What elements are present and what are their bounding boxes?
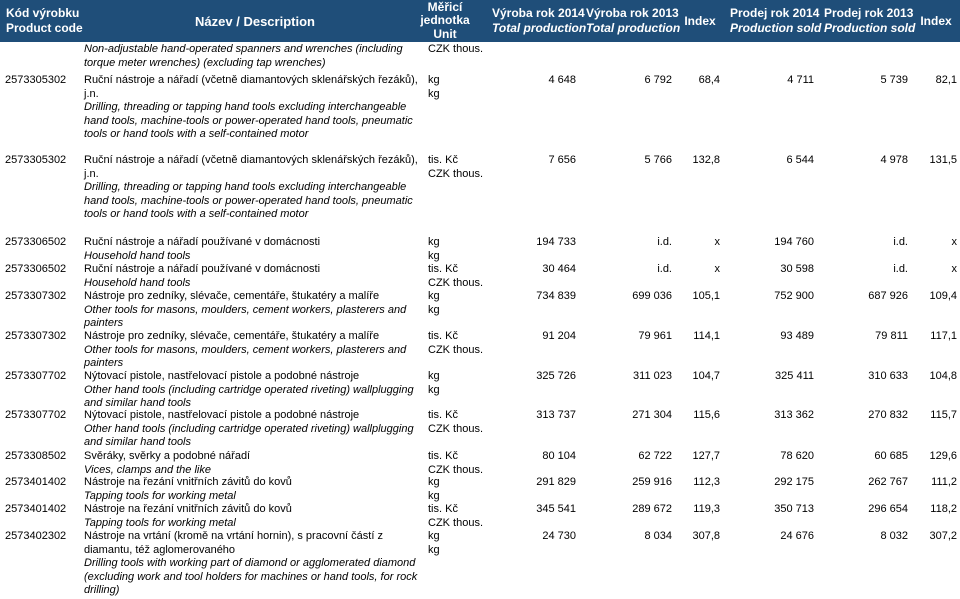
product-code: 2573306502 [5, 263, 67, 275]
description-cz: Nýtovací pistole, nastřelovací pistole a podobné nástroje [84, 409, 360, 421]
header-description [170, 0, 340, 42]
unit-secondary: CZK thous. [428, 516, 484, 529]
sold-index: 117,1 [930, 330, 957, 342]
production-index: 112,3 [693, 476, 720, 488]
unit-primary: tis. Kč [428, 503, 458, 515]
header-prod2013-cz: Výroba rok 2013 [586, 6, 679, 20]
sold-2014: 350 713 [774, 503, 814, 515]
unit-primary: tis. Kč [428, 450, 458, 462]
product-code: 2573307302 [5, 290, 67, 302]
unit-primary: CZK thous. [428, 43, 484, 55]
sold-2014: 24 676 [780, 530, 814, 542]
production-2014: 30 464 [542, 263, 576, 275]
header-sold2014-cz: Prodej rok 2014 [730, 6, 820, 20]
product-code: 2573401402 [5, 503, 67, 515]
header-index2: Index [920, 13, 952, 28]
sold-2014: 325 411 [775, 370, 814, 382]
sold-index: 131,5 [929, 154, 957, 166]
unit-primary: kg [428, 74, 440, 86]
sold-2013: 79 811 [875, 330, 908, 342]
unit [428, 370, 488, 397]
production-2013: 62 722 [638, 450, 672, 462]
product-code: 2573305302 [5, 74, 67, 86]
unit-primary: kg [428, 370, 440, 382]
unit-secondary: kg [428, 303, 440, 316]
header-prod2014-cz: Výroba rok 2014 [492, 6, 585, 20]
sold-2014: 4 711 [787, 74, 814, 86]
description-cz: Nástroje na řezání vnitřních závitů do kovů [84, 476, 292, 488]
production-2014: 7 656 [548, 154, 576, 166]
sold-2014: 78 620 [780, 450, 814, 462]
unit-primary: tis. Kč [428, 154, 458, 166]
header-index-sold [914, 0, 958, 42]
header-sold2013-cz: Prodej rok 2013 [824, 6, 914, 20]
production-2014: 80 104 [542, 450, 576, 462]
description [84, 43, 424, 70]
sold-index: 115,7 [930, 409, 957, 421]
header-code-en: Product code [6, 21, 83, 35]
product-code: 2573305302 [5, 154, 67, 166]
sold-2014: 752 900 [774, 290, 814, 302]
description-cz: Nýtovací pistole, nastřelovací pistole a podobné nástroje [84, 370, 360, 382]
unit [428, 43, 488, 57]
description-cz: Ruční nástroje a nářadí používané v domácnosti [84, 263, 321, 275]
production-2014: 291 829 [536, 476, 576, 488]
description-cz: Nástroje na vrtání (kromě na vrtání hornin), s pracovní částí z diamantu, též aglomerovaného [84, 530, 383, 556]
description-en: Non-adjustable hand-operated spanners and wrenches (including torque meter wrenches) (excluding tap wrenches) [84, 43, 403, 69]
sold-2013: 310 633 [868, 370, 908, 382]
product-code: 2573308502 [5, 450, 67, 462]
sold-2013: 270 832 [868, 409, 908, 421]
description-en: Other tools for masons, moulders, cement workers, plasterers and painters [84, 303, 407, 329]
unit-secondary: kg [428, 489, 440, 502]
header-sold-2014 [730, 0, 821, 42]
sold-2014: 30 598 [780, 263, 814, 275]
description [84, 263, 424, 290]
sold-index: 104,8 [929, 370, 957, 382]
unit [428, 530, 488, 557]
production-index: 307,8 [692, 530, 720, 542]
unit [428, 476, 488, 503]
description [84, 476, 424, 503]
description [84, 503, 424, 530]
production-2014: 194 733 [536, 236, 576, 248]
description [84, 74, 424, 142]
header-index-production [676, 0, 724, 42]
header-unit [408, 0, 482, 42]
unit [428, 74, 488, 101]
unit-primary: kg [428, 476, 440, 488]
description-en: Vices, clamps and the like [84, 463, 211, 476]
sold-index: 307,2 [929, 530, 957, 542]
description-cz: Svěráky, svěrky a podobné nářadí [84, 450, 251, 462]
unit [428, 450, 488, 477]
production-2013: i.d. [657, 263, 672, 275]
unit [428, 290, 488, 317]
sold-index: x [951, 236, 957, 248]
header-sold2014-en: Production sold [730, 21, 822, 35]
description-en: Tapping tools for working metal [84, 489, 236, 502]
description-cz: Nástroje pro zedníky, slévače, cementáře, štukatéry a malíře [84, 330, 380, 342]
sold-2014: 194 760 [774, 236, 814, 248]
description-en: Household hand tools [84, 276, 191, 289]
production-index: 114,1 [693, 330, 720, 342]
production-2013: 271 304 [632, 409, 672, 421]
production-index: x [714, 263, 720, 275]
sold-2014: 6 544 [786, 154, 814, 166]
header-sold2013-en: Production sold [824, 21, 916, 35]
header-sold-2013 [824, 0, 915, 42]
description-cz: Ruční nástroje a nářadí používané v domácnosti [84, 236, 321, 248]
unit [428, 154, 488, 181]
product-code: 2573402302 [5, 530, 67, 542]
unit-primary: tis. Kč [428, 263, 458, 275]
description-en: Drilling, threading or tapping hand tools excluding interchangeable hand tools, machine-tools or power-operated hand tools, pneumatic tools or hand tools with a self-contained motor [84, 101, 413, 140]
production-2013: 8 034 [644, 530, 672, 542]
unit-primary: kg [428, 530, 440, 542]
sold-2013: 4 978 [880, 154, 908, 166]
unit-secondary: kg [428, 87, 440, 100]
sold-index: x [951, 263, 957, 275]
production-2013: 289 672 [632, 503, 672, 515]
production-index: 127,7 [692, 450, 720, 462]
description-en: Household hand tools [84, 249, 191, 262]
sold-2014: 313 362 [774, 409, 814, 421]
description-cz: Nástroje na řezání vnitřních závitů do kovů [84, 503, 292, 515]
unit-secondary: kg [428, 249, 440, 262]
production-2013: 311 023 [633, 370, 672, 382]
description [84, 409, 424, 450]
unit-secondary: CZK thous. [428, 463, 484, 476]
production-index: 68,4 [698, 74, 720, 86]
header-production-2013 [586, 0, 680, 42]
header-unit-en: Unit [433, 26, 457, 41]
description [84, 530, 424, 598]
production-2013: 5 766 [644, 154, 672, 166]
sold-2013: 296 654 [868, 503, 908, 515]
sold-2013: 262 767 [868, 476, 908, 488]
production-2013: 79 961 [638, 330, 672, 342]
production-index: 119,3 [693, 503, 720, 515]
sold-index: 118,2 [930, 503, 957, 515]
description-en: Drilling tools with working part of diamond or agglomerated diamond (excluding work and tool holders for machines or hand tools, for rock drilling) [84, 557, 418, 596]
unit [428, 503, 488, 530]
production-index: 115,6 [693, 409, 720, 421]
production-2013: i.d. [657, 236, 672, 248]
description [84, 330, 424, 371]
description-en: Other hand tools (including cartridge operated riveting) wallplugging and similar hand tools [84, 422, 414, 448]
sold-2014: 93 489 [780, 330, 814, 342]
unit-secondary: CZK thous. [428, 167, 484, 180]
sold-2013: i.d. [893, 236, 908, 248]
description-en: Drilling, threading or tapping hand tools excluding interchangeable hand tools, machine-tools or power-operated hand tools, pneumatic tools or hand tools with a self-contained motor [84, 181, 413, 220]
description-en: Other tools for masons, moulders, cement workers, plasterers and painters [84, 343, 407, 369]
description [84, 370, 424, 411]
production-2014: 4 648 [548, 74, 576, 86]
header-name: Název / Description [195, 13, 315, 29]
production-2013: 259 916 [632, 476, 672, 488]
unit-secondary: CZK thous. [428, 343, 484, 356]
production-2014: 325 726 [536, 370, 576, 382]
production-2013: 699 036 [632, 290, 672, 302]
description [84, 154, 424, 222]
header-prod2013-en: Total production [586, 21, 681, 35]
production-2014: 313 737 [536, 409, 576, 421]
header-prod2014-en: Total production [492, 21, 587, 35]
description-en: Tapping tools for working metal [84, 516, 236, 529]
description-cz: Nástroje pro zedníky, slévače, cementáře, štukatéry a malíře [84, 290, 380, 302]
production-2014: 91 204 [542, 330, 576, 342]
production-2014: 24 730 [542, 530, 576, 542]
sold-2013: 60 685 [874, 450, 908, 462]
header-index1: Index [684, 13, 716, 28]
description-cz: Ruční nástroje a nářadí (včetně diamantových sklenářských řezáků), j.n. [84, 74, 418, 100]
product-code: 2573401402 [5, 476, 67, 488]
production-index: 104,7 [692, 370, 720, 382]
description-cz: Ruční nástroje a nářadí (včetně diamantových sklenářských řezáků), j.n. [84, 154, 418, 180]
product-code: 2573307702 [5, 370, 67, 382]
unit-primary: tis. Kč [428, 409, 458, 421]
header-product-code [6, 0, 83, 42]
production-index: x [714, 236, 720, 248]
unit-primary: tis. Kč [428, 330, 458, 342]
sold-index: 82,1 [935, 74, 957, 86]
production-2014: 345 541 [536, 503, 576, 515]
unit-secondary: CZK thous. [428, 276, 484, 289]
unit-secondary: kg [428, 383, 440, 396]
product-code: 2573307702 [5, 409, 67, 421]
sold-index: 111,2 [931, 476, 957, 488]
unit-secondary: CZK thous. [428, 422, 484, 435]
sold-index: 129,6 [929, 450, 957, 462]
description [84, 450, 424, 477]
sold-index: 109,4 [929, 290, 957, 302]
description-en: Other hand tools (including cartridge operated riveting) wallplugging and similar hand tools [84, 383, 414, 409]
sold-2013: 8 032 [880, 530, 908, 542]
sold-2013: 5 739 [880, 74, 908, 86]
header-production-2014 [492, 0, 586, 42]
unit-secondary: kg [428, 543, 440, 556]
table-header [0, 0, 960, 42]
sold-2013: 687 926 [868, 290, 908, 302]
production-2014: 734 839 [536, 290, 576, 302]
product-code: 2573306502 [5, 236, 67, 248]
description [84, 290, 424, 331]
unit-primary: kg [428, 236, 440, 248]
unit [428, 236, 488, 263]
header-unit-cz: Měřicí [427, 0, 463, 14]
unit [428, 330, 488, 357]
product-code: 2573307302 [5, 330, 67, 342]
header-unit-cz2: jednotka [420, 13, 470, 28]
production-index: 132,8 [692, 154, 720, 166]
production-2013: 6 792 [644, 74, 672, 86]
unit-primary: kg [428, 290, 440, 302]
header-code-cz: Kód výrobku [6, 6, 80, 20]
description [84, 236, 424, 263]
unit [428, 263, 488, 290]
sold-2014: 292 175 [774, 476, 814, 488]
unit [428, 409, 488, 436]
sold-2013: i.d. [893, 263, 908, 275]
production-index: 105,1 [692, 290, 720, 302]
